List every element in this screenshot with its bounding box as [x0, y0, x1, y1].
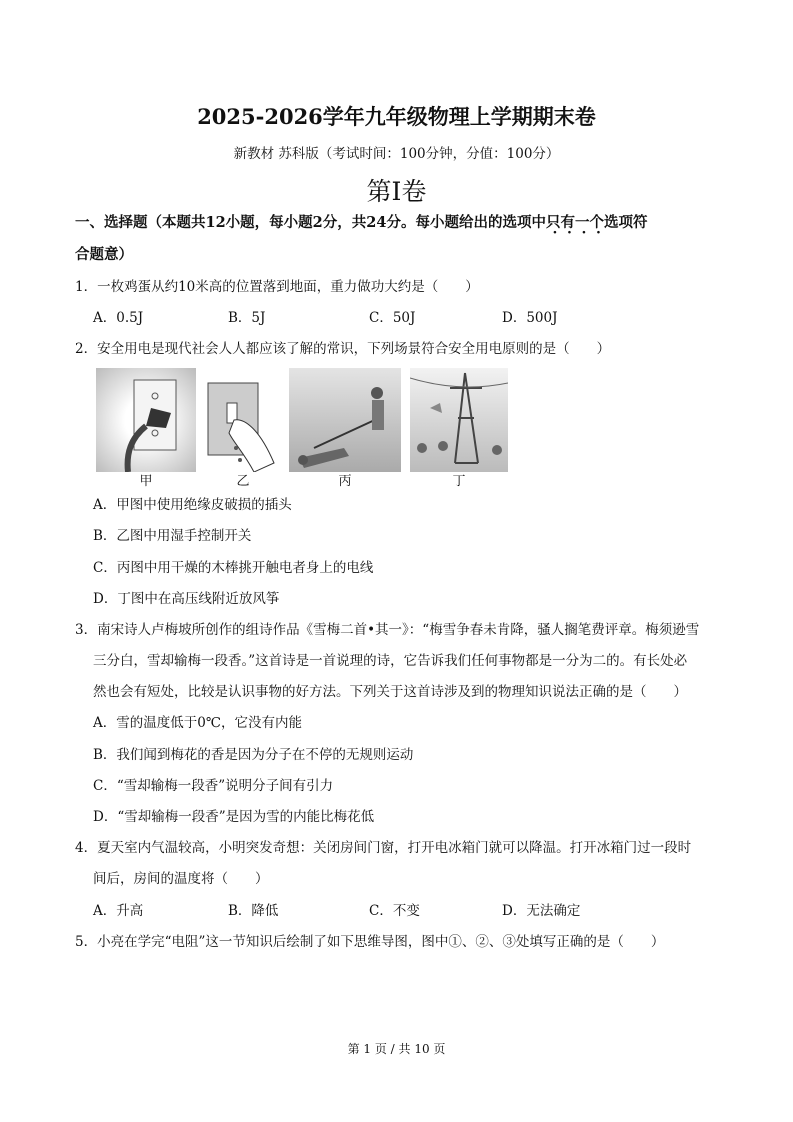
figure-kite-image — [410, 368, 508, 472]
question-4-stem: 4．夏天室内气温较高，小明突发奇想：关闭房间门窗，打开电冰箱门就可以降温。打开冰箱门过一段时 — [75, 840, 692, 856]
page-footer: 第 1 页 / 共 10 页 — [347, 1042, 446, 1056]
q3-option-c: C．“雪却输梅一段香”说明分子间有引力 — [93, 778, 334, 794]
q4-option-c: C．不变 — [369, 903, 420, 919]
figure-plug-image — [96, 368, 196, 472]
question-2-stem: 2．安全用电是现代社会人人都应该了解的常识，下列场景符合安全用电原则的是（ ） — [75, 341, 611, 357]
figure-label-jia: 甲 — [139, 474, 153, 489]
emphasis-char: 只 — [545, 214, 561, 231]
q1-option-b: B．5J — [228, 310, 266, 326]
figure-rescue-image — [289, 368, 401, 472]
q4-option-b: B．降低 — [228, 903, 279, 919]
q1-option-c: C．50J — [369, 310, 416, 326]
figure-label-yi: 乙 — [236, 474, 250, 489]
volume-heading: 第I卷 — [366, 177, 427, 206]
emphasis-char: 有 — [560, 214, 575, 231]
q3-option-b: B．我们闻到梅花的香是因为分子在不停的无规则运动 — [93, 747, 414, 763]
figure-label-bing: 丙 — [338, 474, 352, 489]
exam-subtitle: 新教材 苏科版（考试时间：100分钟，分值：100分） — [233, 146, 560, 162]
exam-title: 2025-2026学年九年级物理上学期期末卷 — [197, 104, 596, 129]
question-4-stem-cont: 间后，房间的温度将（ ） — [93, 871, 269, 887]
q1-option-a: A．0.5J — [93, 310, 144, 326]
section-text: 一、选择题（本题共12小题，每小题2分，共24分。每小题给出的选项中 — [75, 214, 546, 231]
q3-option-a: A．雪的温度低于0℃，它没有内能 — [93, 715, 302, 731]
q1-option-d: D．500J — [502, 310, 558, 326]
section-heading — [75, 213, 647, 233]
emphasis-char: 个 — [589, 214, 604, 231]
figure-switch-image — [204, 368, 282, 472]
q4-option-a: A．升高 — [93, 903, 144, 919]
q2-option-b: B．乙图中用湿手控制开关 — [93, 528, 252, 544]
question-1-stem: 1．一枚鸡蛋从约10米高的位置落到地面，重力做功大约是（ ） — [75, 279, 479, 295]
question-3-stem-cont: 然也会有短处，比较是认识事物的好方法。下列关于这首诗涉及到的物理知识说法正确的是（ ） — [93, 684, 687, 700]
q2-option-a: A．甲图中使用绝缘皮破损的插头 — [93, 497, 292, 513]
question-3-stem: 3．南宋诗人卢梅坡所创作的组诗作品《雪梅二首•其一》：“梅雪争春未肯降，骚人搁笔费评章。梅须逊雪 — [75, 622, 700, 638]
emphasis-char: 一 — [574, 214, 590, 231]
figure-label-ding: 丁 — [452, 474, 466, 489]
question-3-stem-cont: 三分白，雪却输梅一段香。”这首诗是一首说理的诗，它告诉我们任何事物都是一分为二的。有长处必 — [93, 653, 688, 669]
section-heading-cont: 合题意） — [75, 246, 133, 263]
q4-option-d: D．无法确定 — [502, 903, 581, 919]
q3-option-d: D．“雪却输梅一段香”是因为雪的内能比梅花低 — [93, 809, 375, 825]
section-text: 选项符 — [603, 214, 648, 231]
q2-option-c: C．丙图中用干燥的木棒挑开触电者身上的电线 — [93, 560, 374, 576]
q2-option-d: D．丁图中在高压线附近放风筝 — [93, 591, 280, 607]
question-5-stem: 5．小亮在学完“电阻”这一节知识后绘制了如下思维导图，图中①、②、③处填写正确的是（ ） — [75, 934, 665, 950]
